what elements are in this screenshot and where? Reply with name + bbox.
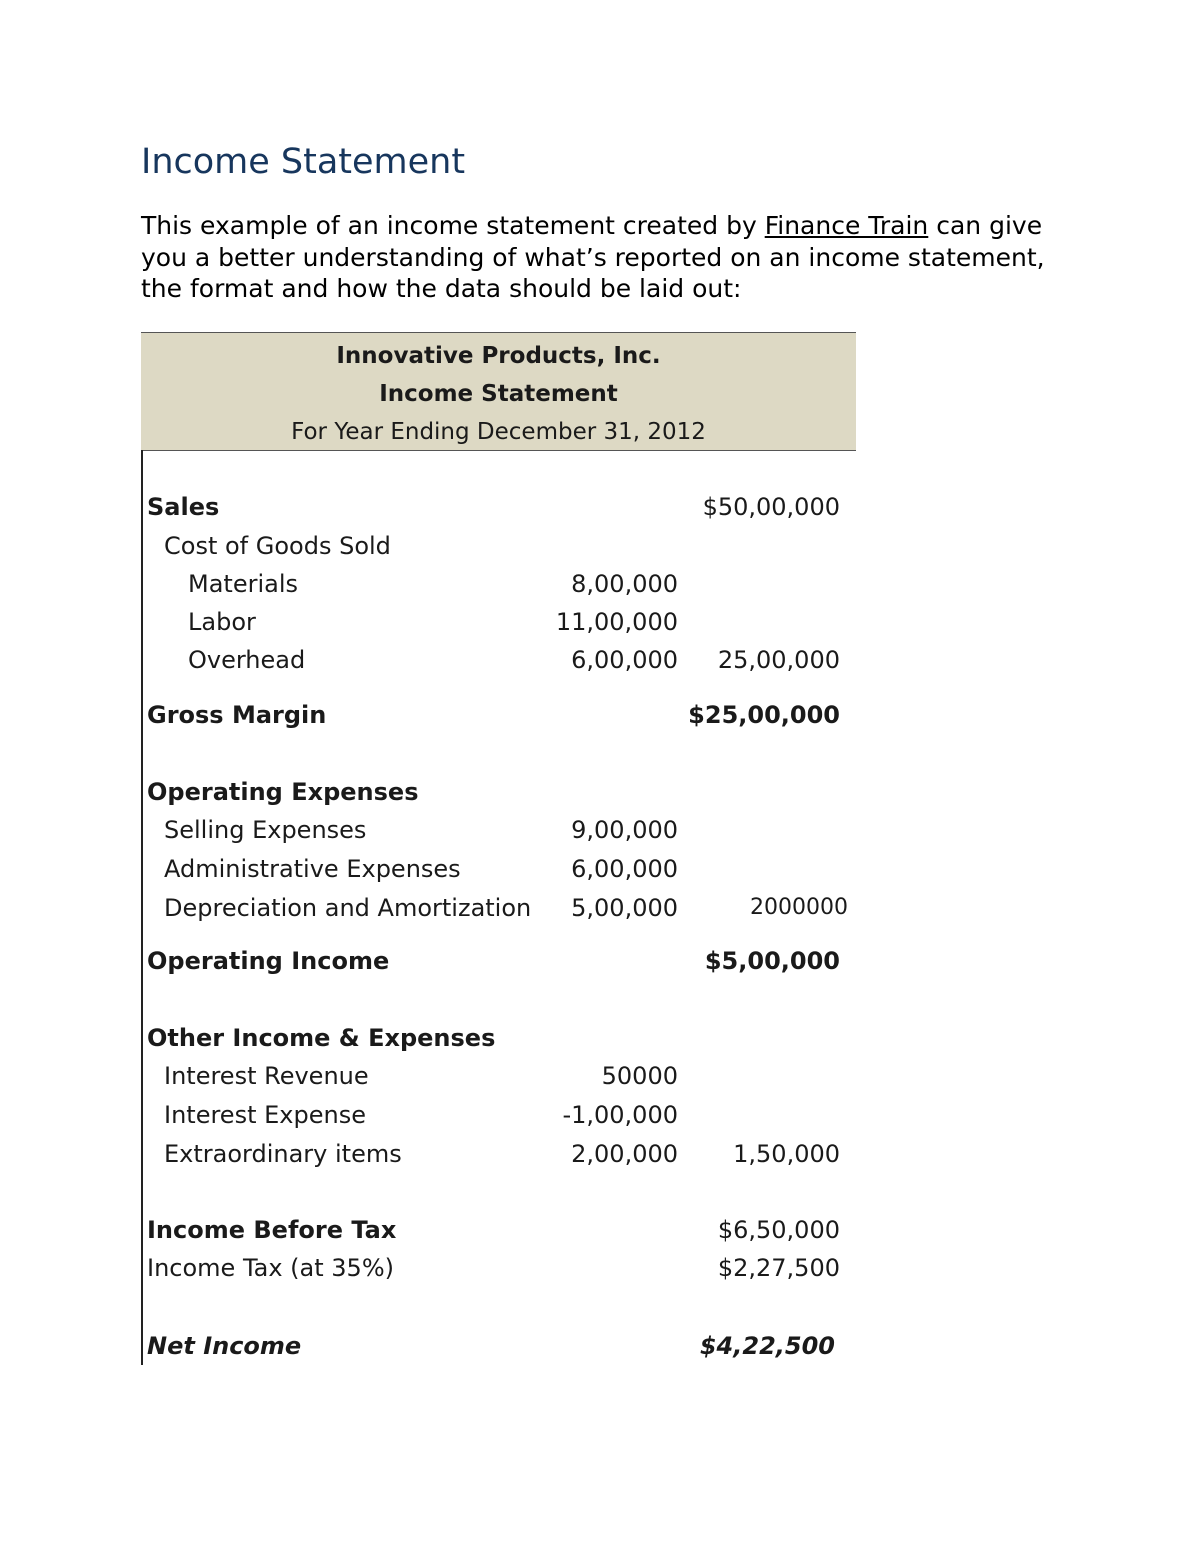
income-tax-total: $2,27,500 bbox=[717, 1254, 840, 1282]
opex-item-label: Depreciation and Amortization bbox=[164, 894, 532, 922]
cogs-item-label: Materials bbox=[188, 570, 299, 598]
cogs-item-amount: 6,00,000 bbox=[571, 646, 678, 674]
other-item-amount: 50000 bbox=[601, 1062, 678, 1090]
sales-label: Sales bbox=[147, 493, 220, 521]
intro-paragraph bbox=[141, 210, 1071, 305]
cogs-item-label: Overhead bbox=[188, 646, 306, 674]
intro-text-after: can give you a better understanding of what’s reported on an income statement, the format and how the data should be laid out: bbox=[141, 211, 1045, 303]
cogs-item-amount: 11,00,000 bbox=[555, 608, 678, 636]
opex-item-amount: 5,00,000 bbox=[571, 894, 678, 922]
company-name: Innovative Products, Inc. bbox=[336, 343, 661, 369]
operating-expenses-label: Operating Expenses bbox=[147, 778, 419, 806]
net-income-total: $4,22,500 bbox=[699, 1332, 835, 1360]
finance-train-link[interactable]: Finance Train bbox=[764, 211, 929, 240]
cogs-item-label: Labor bbox=[188, 608, 256, 636]
opex-item-amount: 9,00,000 bbox=[571, 816, 678, 844]
opex-item-label: Administrative Expenses bbox=[164, 855, 461, 883]
statement-period: For Year Ending December 31, 2012 bbox=[291, 419, 706, 445]
other-item-label: Interest Revenue bbox=[164, 1062, 369, 1090]
other-item-label: Extraordinary items bbox=[164, 1140, 402, 1168]
other-item-label: Interest Expense bbox=[164, 1101, 366, 1129]
other-item-amount: -1,00,000 bbox=[562, 1101, 678, 1129]
other-total: 1,50,000 bbox=[733, 1140, 840, 1168]
cogs-item-amount: 8,00,000 bbox=[571, 570, 678, 598]
gross-margin-label: Gross Margin bbox=[147, 701, 327, 729]
opex-item-label: Selling Expenses bbox=[164, 816, 367, 844]
operating-income-label: Operating Income bbox=[147, 947, 390, 975]
income-before-tax-label: Income Before Tax bbox=[147, 1216, 397, 1244]
other-income-label: Other Income & Expenses bbox=[147, 1024, 496, 1052]
other-item-amount: 2,00,000 bbox=[571, 1140, 678, 1168]
income-before-tax-total: $6,50,000 bbox=[717, 1216, 840, 1244]
net-income-label: Net Income bbox=[147, 1332, 302, 1360]
cogs-total: 25,00,000 bbox=[717, 646, 840, 674]
opex-total: 2000000 bbox=[750, 895, 848, 920]
gross-margin-total: $25,00,000 bbox=[688, 701, 840, 729]
operating-income-total: $5,00,000 bbox=[704, 947, 840, 975]
left-border bbox=[141, 450, 143, 1365]
income-tax-label: Income Tax (at 35%) bbox=[147, 1254, 394, 1282]
statement-header bbox=[141, 332, 856, 451]
income-statement-table bbox=[141, 332, 856, 1365]
sales-total: $50,00,000 bbox=[702, 493, 840, 521]
statement-title: Income Statement bbox=[379, 381, 618, 407]
intro-text-before: This example of an income statement created by bbox=[141, 211, 765, 240]
page-title: Income Statement bbox=[141, 142, 466, 182]
opex-item-amount: 6,00,000 bbox=[571, 855, 678, 883]
cogs-label: Cost of Goods Sold bbox=[164, 532, 391, 560]
